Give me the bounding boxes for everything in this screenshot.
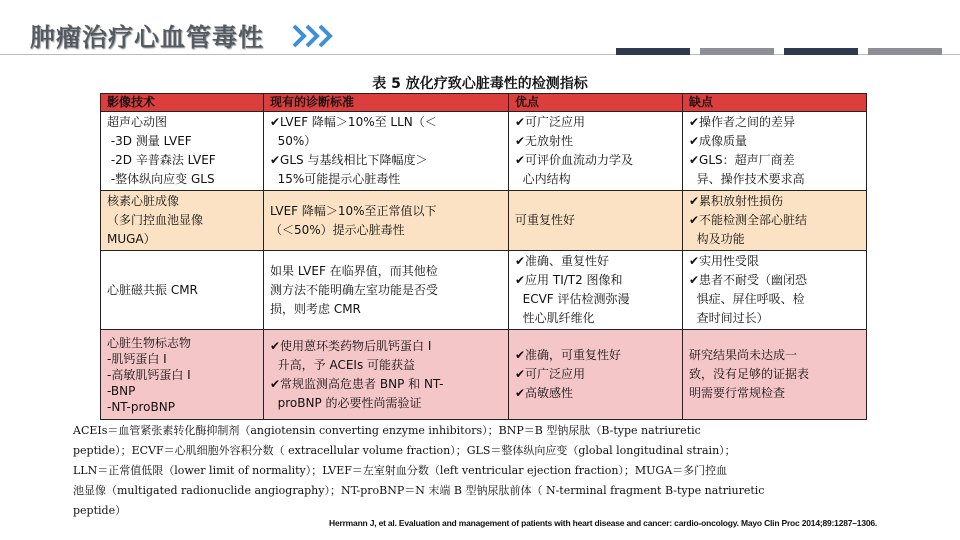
cell-tech xyxy=(101,251,264,330)
cell-line: 研究结果尚未达成一 xyxy=(689,348,798,362)
cell-pros xyxy=(509,330,683,420)
header-pros: 优点 xyxy=(509,94,683,112)
cell-line: ✔患者不耐受（幽闭恐 xyxy=(689,273,808,287)
cell-line: 心脏磁共振 CMR xyxy=(107,282,198,297)
accent-bar-4 xyxy=(868,48,942,55)
cell-line: -高敏肌钙蛋白 I xyxy=(107,367,191,382)
note-line: peptide） xyxy=(73,504,127,517)
cell-line: 如果 LVEF 在临界值，而其他检 xyxy=(270,263,438,278)
note-line: 池显像（multigated radionuclide angiography）；NT-proBNP＝N 末端 B 型钠尿肽前体（ N-terminal fragment B-type natriuretic xyxy=(73,484,765,497)
table-row xyxy=(101,191,867,251)
cell-line: ✔准确，可重复性好 xyxy=(515,348,622,362)
cell-criteria xyxy=(264,112,509,191)
cell-line: ✔不能检测全部心脏结 xyxy=(689,213,808,227)
cell-line: ✔GLS：超声厂商差 xyxy=(689,153,795,167)
cell-line: 明需要行常规检查 xyxy=(689,386,786,400)
cell-line: ✔可评价血流动力学及 xyxy=(515,153,634,167)
cell-line: 惧症、屏住呼吸、检 xyxy=(689,292,805,306)
cell-line: 50%） xyxy=(270,134,317,148)
chevron-right-icon xyxy=(291,24,335,48)
cell-pros xyxy=(509,251,683,330)
cell-line: LVEF 降幅＞10%至正常值以下 xyxy=(270,203,437,218)
table-row xyxy=(101,330,867,420)
cell-line: 升高，予 ACEIs 可能获益 xyxy=(270,357,416,372)
cell-line: ECVF 评估检测弥漫 xyxy=(515,292,630,306)
cell-line: ✔无放射性 xyxy=(515,134,574,148)
cell-cons xyxy=(683,191,867,251)
cell-line: 超声心动图 xyxy=(107,115,168,129)
cell-line: ✔成像质量 xyxy=(689,134,748,148)
cell-line: 查时间过长） xyxy=(689,311,769,325)
reference-citation: Herrmann J, et al. Evaluation and management of patients with heart disease and cancer: cardio-oncology. Mayo Clin Proc 2014;89:1287–1306. xyxy=(329,518,878,528)
header-imaging: 影像技术 xyxy=(101,94,264,112)
cell-line: ✔应用 TI/T2 图像和 xyxy=(515,273,623,287)
cell-cons xyxy=(683,330,867,420)
note-line: ACEIs＝血管紧张素转化酶抑制剂（angiotensin converting enzyme inhibitors）；BNP＝B 型钠尿肽（B-type natriuretic xyxy=(73,424,701,437)
cell-line: 心内结构 xyxy=(515,172,571,186)
accent-bar-1 xyxy=(616,48,690,55)
cell-tech xyxy=(101,191,264,251)
slide-title: 肿瘤治疗心血管毒性 xyxy=(30,23,265,52)
cell-line: 致，没有足够的证据表 xyxy=(689,367,810,381)
cell-line: ✔准确、重复性好 xyxy=(515,254,610,268)
cell-line: proBNP 的必要性尚需验证 xyxy=(270,395,422,410)
cell-line: -NT-proBNP xyxy=(107,399,175,414)
cell-line: ✔可广泛应用 xyxy=(515,115,586,129)
cell-line: 构及功能 xyxy=(689,232,745,246)
cell-line: （＜50%）提示心脏毒性 xyxy=(270,222,405,237)
header-cons: 缺点 xyxy=(683,94,867,112)
header-criteria: 现有的诊断标准 xyxy=(264,94,509,112)
accent-bar-2 xyxy=(700,48,774,55)
cell-line: 损，则考虑 CMR xyxy=(270,301,361,316)
cell-line: ✔可广泛应用 xyxy=(515,367,586,381)
cell-line: ✔常规监测高危患者 BNP 和 NT- xyxy=(270,376,444,391)
accent-bar-3 xyxy=(784,48,858,55)
cell-line: ✔操作者之间的差异 xyxy=(689,115,796,129)
cell-tech xyxy=(101,112,264,191)
cell-line: 可重复性好 xyxy=(515,213,576,227)
cell-line: -2D 辛普森法 LVEF xyxy=(107,153,216,167)
cardiotoxicity-table xyxy=(100,93,867,420)
table-caption: 表 5 放化疗致心脏毒性的检测指标 xyxy=(372,76,588,92)
cell-line: ✔高敏感性 xyxy=(515,386,574,400)
note-line: peptide）；ECVF＝心肌细胞外容积分数（ extracellular volume fraction）；GLS＝整体纵向应变（global longitudinal strain）； xyxy=(73,444,736,457)
cell-line: ✔累积放射性损伤 xyxy=(689,194,784,208)
cell-cons xyxy=(683,251,867,330)
cell-criteria xyxy=(264,330,509,420)
cell-line: ✔GLS 与基线相比下降幅度＞ xyxy=(270,153,428,167)
cell-line: （多门控血池显像 xyxy=(107,213,204,227)
cell-line: ✔实用性受限 xyxy=(689,254,760,268)
cell-line: 核素心脏成像 xyxy=(107,194,180,208)
cell-line: ✔使用蒽环类药物后肌钙蛋白 I xyxy=(270,338,432,353)
note-line: LLN＝正常值低限（lower limit of normality）；LVEF＝左室射血分数（left ventricular ejection fraction）；MUGA＝多门控血 xyxy=(73,464,728,477)
cell-line: MUGA） xyxy=(107,232,156,246)
cell-pros xyxy=(509,191,683,251)
table-header-row xyxy=(101,94,867,112)
cell-line: -肌钙蛋白 I xyxy=(107,351,167,366)
cell-line: 性心肌纤维化 xyxy=(515,311,595,325)
cell-criteria xyxy=(264,191,509,251)
cell-line: 异、操作技术要求高 xyxy=(689,172,805,186)
cell-cons xyxy=(683,112,867,191)
table-row xyxy=(101,112,867,191)
abbreviation-notes xyxy=(73,421,899,521)
cell-line: 15%可能提示心脏毒性 xyxy=(270,172,401,186)
cell-criteria xyxy=(264,251,509,330)
cell-tech xyxy=(101,330,264,420)
cell-line: -BNP xyxy=(107,383,136,398)
cell-line: -3D 测量 LVEF xyxy=(107,134,192,148)
cell-line: 心脏生物标志物 xyxy=(107,335,192,350)
cell-pros xyxy=(509,112,683,191)
cell-line: -整体纵向应变 GLS xyxy=(107,172,215,186)
table-row xyxy=(101,251,867,330)
cell-line: 测方法不能明确左室功能是否受 xyxy=(270,282,439,297)
cell-line: ✔LVEF 降幅＞10%至 LLN（＜ xyxy=(270,115,437,129)
